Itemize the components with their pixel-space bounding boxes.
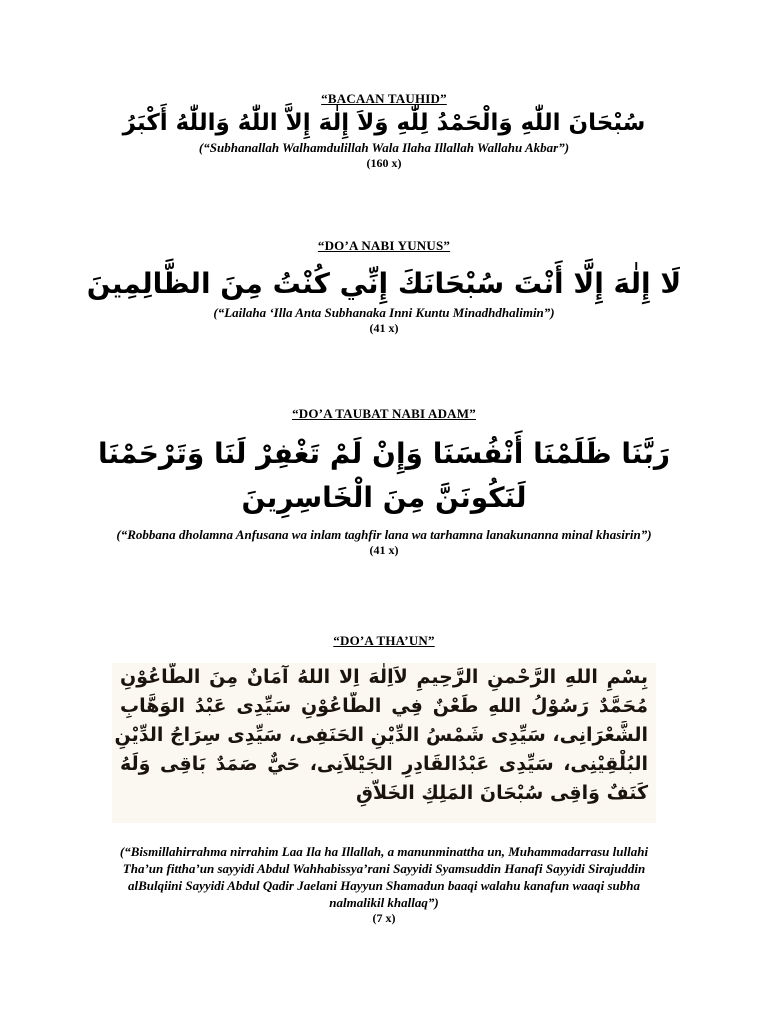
arabic-text: لَا إِلٰهَ إِلَّا أَنْتَ سُبْحَانَكَ إِنِّي كُنْتُ مِنَ الظَّالِمِينَ: [86, 267, 682, 300]
arabic-text: سُبْحَانَ اللّٰهِ وَالْحَمْدُ لِلّٰهِ وَلاَ إِلٰهَ إِلاَّ اللّٰهُ وَاللّٰهُ أَكْبَرُ: [122, 110, 646, 136]
transliteration: (“Robbana dholamna Anfusana wa inlam taghfir lana wa tarhamna lanakunanna minal khasirin”): [116, 527, 652, 542]
section-heading: “BACAAN TAUHID”: [321, 91, 447, 106]
section-doa-thaun: [0, 633, 768, 926]
arabic-line: مُحَمَّدٌ رَسُوْلُ اللهِ طَعْنٌ فِي الطَّاعُوْنِ سَيِّدِى عَبْدُ الوَهَّابِ: [120, 695, 648, 717]
repetition-count: (41 x): [369, 543, 399, 557]
repetition-count: (160 x): [366, 156, 402, 170]
arabic-line: البُلْقِيْنِى، سَيِّدِى عَبْدُالقَادِرِ الجَيْلاَنِى، حَيٌّ صَمَدٌ بَاقِى وَلَهُ: [120, 753, 648, 775]
section-bacaan-tauhid: [0, 91, 768, 171]
repetition-count: (41 x): [369, 321, 399, 335]
section-doa-nabi-yunus: [0, 238, 768, 336]
scanned-arabic-image: [112, 663, 656, 823]
transliteration: (“Bismillahirrahma nirrahim Laa Ila ha Illallah, a manunminattha un, Muhammadarrasu lullahi Tha’un fittha’un sayyidi Abdul Wahhabissya’rani Sayyidi Syamsuddin Hanafi Sayyidi Sirajuddin alBulqiini Sayyidi Abdul Qadir Jaelani Hayyun Shamadun baaqi walahu kanafun waaqi subha nalmalikil khallaq”): [119, 844, 649, 910]
transliteration: (“Subhanallah Walhamdulillah Wala Ilaha Illallah Wallahu Akbar”): [198, 140, 570, 155]
arabic-line: كَنَفٌ وَاقِى سُبْحَانَ المَلِكِ الخَلاَّقِ: [356, 782, 648, 804]
section-heading: “DO’A NABI YUNUS”: [317, 238, 451, 253]
repetition-count: (7 x): [372, 911, 396, 925]
transliteration: (“Lailaha ‘Illa Anta Subhanaka Inni Kuntu Minadhdhalimin”): [213, 305, 555, 320]
arabic-text: رَبَّنَا ظَلَمْنَا أَنْفُسَنَا وَإِنْ لَمْ تَغْفِرْ لَنَا وَتَرْحَمْنَا لَنَكُونَنَّ مِنَ الْخَاسِرِينَ: [98, 437, 670, 514]
arabic-line: الشَّعْرَانِى، سَيِّدِى شَمْسُ الدِّيْنِ الحَنَفِى، سَيِّدِى سِرَاجُ الدِّيْنِ: [114, 724, 648, 746]
section-heading: “DO’A THA’UN”: [333, 633, 435, 648]
arabic-line: بِسْمِ اللهِ الرَّحْمنِ الرَّحِيمِ لاَاِلٰهَ اِلا اللهُ آمَانٌ مِنَ الطَّاعُوْنِ: [120, 666, 648, 688]
section-heading: “DO’A TAUBAT NABI ADAM”: [292, 406, 476, 421]
section-doa-taubat-nabi-adam: [0, 406, 768, 558]
